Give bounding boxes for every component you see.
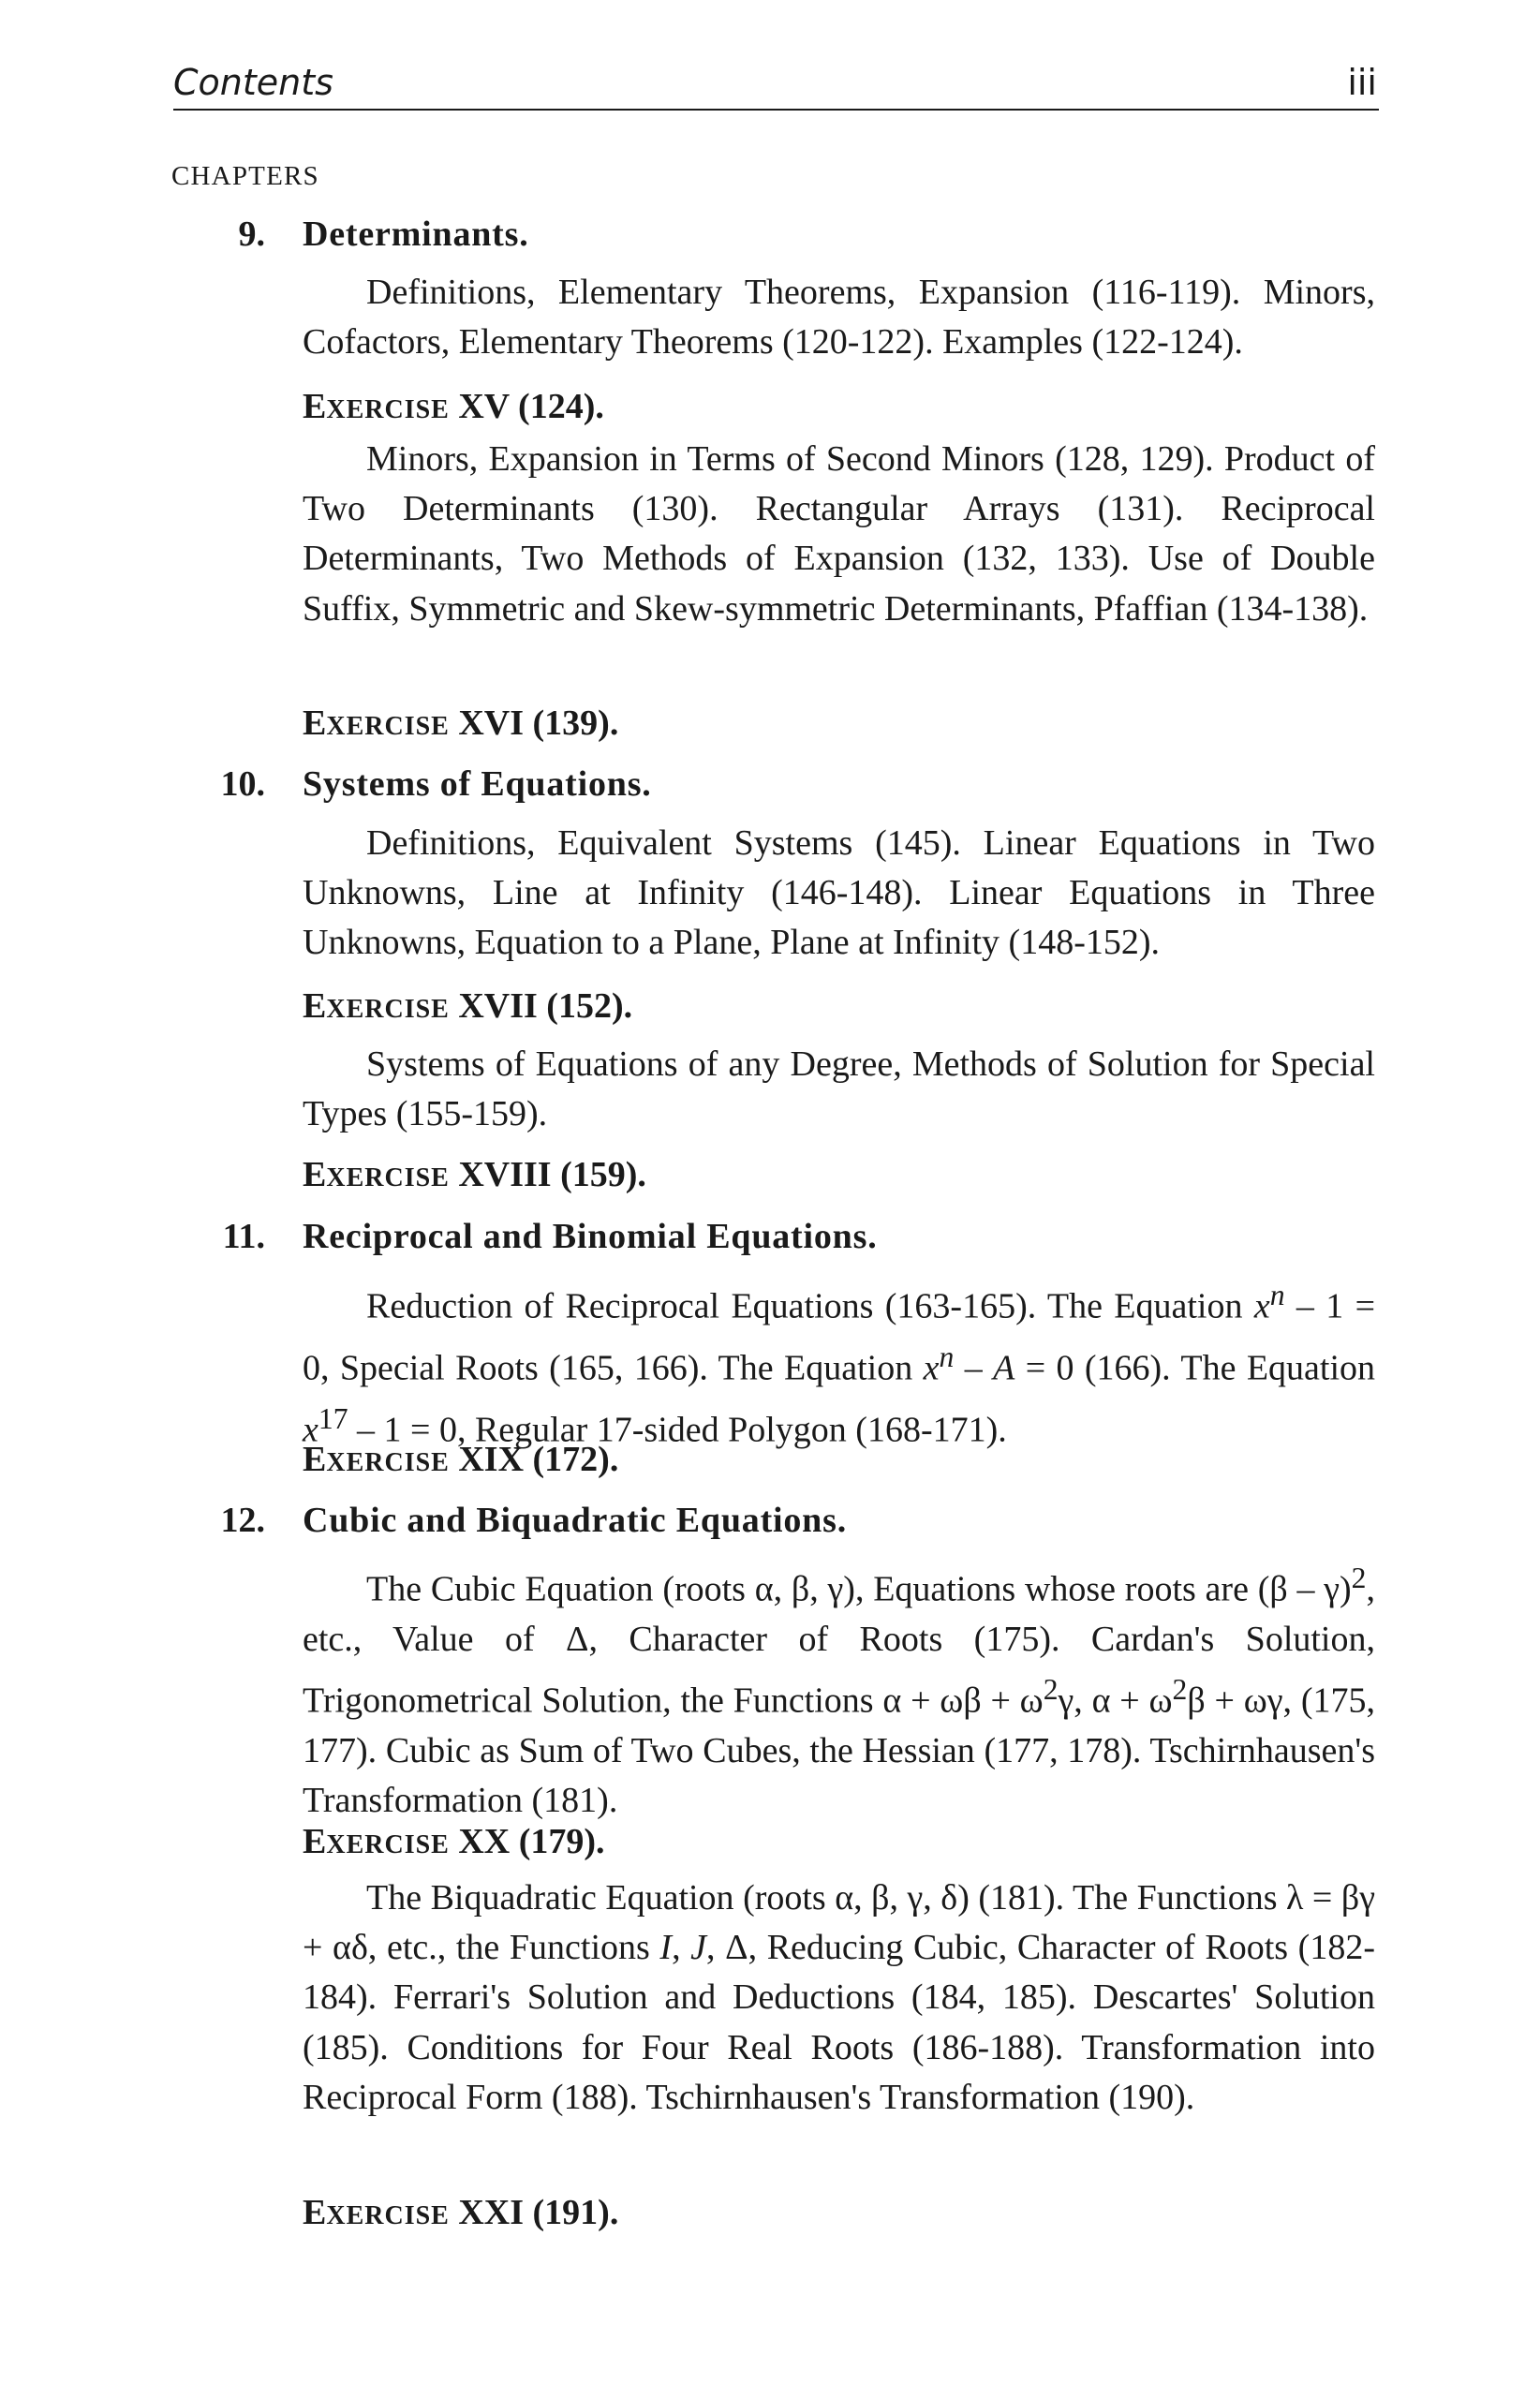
- chapter-number: 12.: [220, 1501, 265, 1540]
- exercise-entry: EXERCISE XV (124).: [303, 387, 604, 426]
- chapter-number: 9.: [238, 215, 265, 254]
- chapter-title: Cubic and Biquadratic Equations.: [303, 1501, 847, 1540]
- chapter-title: Determinants.: [303, 215, 529, 254]
- chapter-summary: Minors, Expansion in Terms of Second Minors (128, 129). Product of Two Determinants (130). Rectangular Arrays (131). Reciprocal Determinants, Two Methods of Expansion (132, 133). Use of Double Suffix, Symmetric and Skew-symmetric Determinants, Pfaffian (134-138).: [303, 439, 1375, 629]
- exercise-entry: EXERCISE XVII (152).: [303, 986, 633, 1026]
- exercise-entry: EXERCISE XXI (191).: [303, 2193, 619, 2232]
- chapter-summary: Reduction of Reciprocal Equations (163-165). The Equation $x^n - 1 = 0$, Special Roots (165, 166). The Equation $x^n - A = 0$ (166). The Equation $x^{17} - 1 = 0$, Regular 17-sided Polygon (168-171).: [303, 1279, 1376, 1450]
- chapter-summary: Systems of Equations of any Degree, Methods of Solution for Special Types (155-159).: [303, 1044, 1375, 1134]
- chapter-summary: The Biquadratic Equation (roots α, β, γ, δ) (181). The Functions λ = βγ + αδ, etc., the Functions I, J, Δ, Reducing Cubic, Character of Roots (182-184). Ferrari's Solution and Deductions (184, 185). Descartes' Solution (185). Conditions for Four Real Roots (186-188). Transformation into Reciprocal Form (188). Tschirnhausen's Transformation (190).: [303, 1878, 1375, 2117]
- exercise-entry: EXERCISE XVIII (159).: [303, 1155, 646, 1194]
- chapter-title: Reciprocal and Binomial Equations.: [303, 1217, 878, 1256]
- chapter-title: Systems of Equations.: [303, 764, 652, 804]
- running-header: [173, 58, 1379, 111]
- chapter-summary: The Cubic Equation (roots α, β, γ), Equations whose roots are (β – γ)$^2$, etc., Value of Δ, Character of Roots (175). Cardan's Solution, Trigonometrical Solution, the Functions $\alpha + \omega\beta + \omega^2\gamma$, $\alpha + \omega^2\beta + \omega\gamma$, (175, 177). Cubic as Sum of Two Cubes, the Hessian (177, 178). Tschirnhausen's Transformation (181).: [303, 1562, 1375, 1821]
- exercise-entry: EXERCISE XIX (172).: [303, 1440, 619, 1479]
- section-label: CHAPTERS: [171, 161, 319, 191]
- chapter-summary: Definitions, Elementary Theorems, Expansion (116-119). Minors, Cofactors, Elementary Theorems (120-122). Examples (122-124).: [303, 273, 1375, 363]
- chapter-summary: Definitions, Equivalent Systems (145). Linear Equations in Two Unknowns, Line at Infinity (146-148). Linear Equations in Three Unknowns, Equation to a Plane, Plane at Infinity (148-152).: [303, 823, 1375, 963]
- exercise-entry: EXERCISE XX (179).: [303, 1822, 605, 1861]
- chapter-number: 10.: [220, 764, 265, 804]
- page-number: iii: [1347, 62, 1377, 103]
- chapter-number: 11.: [222, 1217, 265, 1256]
- exercise-entry: EXERCISE XVI (139).: [303, 703, 619, 743]
- running-title: Contents: [173, 62, 333, 103]
